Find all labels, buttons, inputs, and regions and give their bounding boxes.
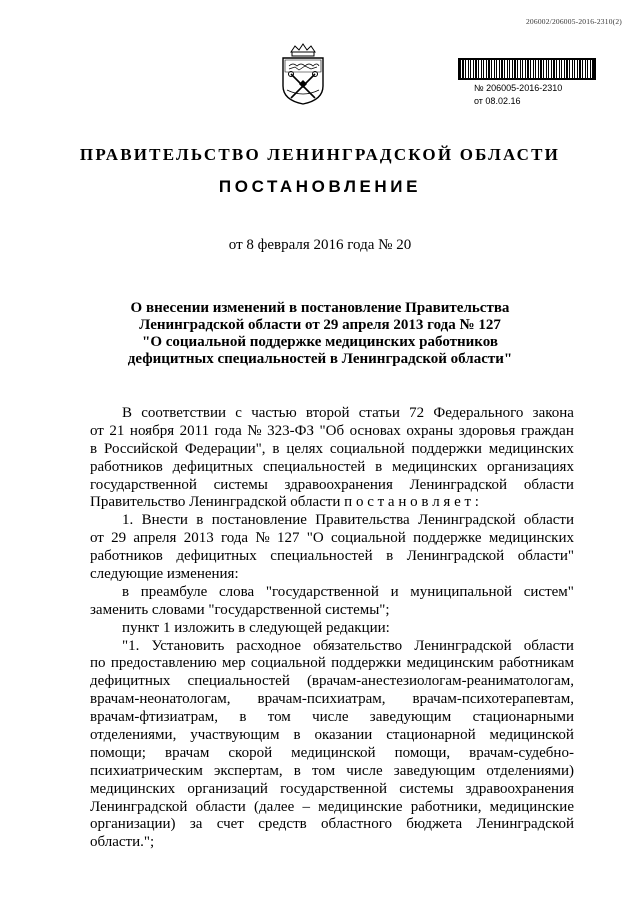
- body-line: [90, 655, 574, 673]
- word: 2011: [179, 422, 210, 439]
- word: медицинских: [488, 530, 574, 547]
- word: Установить: [151, 637, 225, 654]
- word: целях: [286, 440, 323, 457]
- word: года: [220, 530, 249, 547]
- body-line: пункт 1 изложить в следующей редакции:: [122, 619, 390, 636]
- word: медицинским: [406, 655, 494, 672]
- word: Ленинградской: [406, 548, 505, 565]
- word: врачам-неонатологам,: [90, 691, 231, 708]
- body-line: [90, 459, 574, 477]
- word: поддержки: [411, 440, 482, 457]
- title-line: Ленинградской области от 29 апреля 2013 года № 127: [139, 317, 501, 333]
- word: "государственной: [265, 583, 379, 600]
- barcode: [458, 58, 596, 80]
- body-line: области.";: [90, 834, 155, 851]
- body-line: [90, 673, 574, 691]
- word: Федерации",: [184, 440, 266, 457]
- word: специальностей: [270, 548, 373, 565]
- word: области: [523, 512, 574, 529]
- word: 29: [111, 530, 127, 547]
- coat-of-arms-icon: [281, 40, 325, 106]
- word: стационарными: [472, 709, 574, 726]
- word: 72: [409, 405, 425, 421]
- word: в: [196, 512, 204, 529]
- registration-number: № 206005-2016-2310: [474, 83, 563, 93]
- word: 2013: [183, 530, 214, 547]
- word: специальностей: [262, 458, 366, 475]
- word: "О: [306, 530, 324, 547]
- document-type: ПОСТАНОВЛЕНИЕ: [218, 177, 422, 196]
- word: года: [214, 422, 242, 439]
- word: медицинские: [318, 798, 403, 815]
- word: второй: [305, 405, 350, 421]
- word: В: [122, 405, 133, 421]
- word: врачам-психотерапевтам,: [412, 691, 574, 708]
- word: преамбуле: [140, 583, 208, 600]
- body-line: [90, 727, 574, 745]
- word: работников: [90, 548, 163, 565]
- body-line: [90, 763, 574, 781]
- word: государственной: [90, 476, 197, 493]
- government-name: ПРАВИТЕЛЬСТВО ЛЕНИНГРАДСКОЙ ОБЛАСТИ: [79, 145, 561, 164]
- word: 21: [109, 422, 125, 439]
- word: организации): [90, 816, 176, 833]
- word: №: [255, 530, 270, 547]
- word: Ленинградской: [414, 637, 512, 654]
- word: 323-ФЗ: [267, 422, 315, 439]
- word: 127: [276, 530, 300, 547]
- word: в: [239, 709, 247, 726]
- word: дефицитных: [176, 548, 257, 565]
- word: с: [235, 405, 242, 421]
- body-line: [90, 781, 574, 799]
- decree-body: [90, 405, 574, 852]
- body-line: [90, 441, 574, 459]
- title-line: дефицитных специальностей в Ленинградской области": [127, 351, 513, 367]
- word: граждан: [520, 422, 574, 439]
- word: Ленинградской: [418, 512, 516, 529]
- document-reference: 206002/206005-2016-2310(2): [525, 17, 622, 26]
- word: в: [375, 458, 383, 475]
- word: средств: [258, 816, 307, 833]
- word: муниципальной: [410, 583, 513, 600]
- body-line: Правительство Ленинградской области п о с т а н о в л я е т :: [90, 494, 479, 511]
- body-line: [90, 709, 574, 727]
- word: здоровья: [458, 422, 516, 439]
- title-line: "О социальной поддержке медицинских работников: [142, 334, 498, 350]
- word: Ленинградской: [476, 816, 574, 833]
- word: по: [90, 655, 106, 672]
- registration-date: от 08.02.16: [474, 96, 521, 106]
- word: участвующим: [190, 727, 280, 744]
- word: оказании: [314, 727, 373, 744]
- word: здравоохранения: [465, 780, 574, 797]
- word: поддержке: [413, 530, 482, 547]
- word: дефицитных: [172, 458, 254, 475]
- decree-title: [90, 300, 550, 368]
- word: системы: [399, 780, 454, 797]
- word: частью: [251, 405, 297, 421]
- word: отделениями): [486, 762, 574, 779]
- word: системы: [213, 476, 268, 493]
- word: "1.: [122, 637, 140, 654]
- word: государственной: [280, 780, 388, 797]
- word: работникам: [499, 655, 574, 672]
- word: врачам-фтизиатрам,: [90, 709, 218, 726]
- word: медицинских: [90, 780, 176, 797]
- word: предоставлению: [110, 655, 217, 672]
- word: заведующим: [393, 762, 476, 779]
- word: врачам-психиатрам,: [257, 691, 386, 708]
- word: в: [386, 548, 394, 565]
- word: в: [293, 727, 301, 744]
- word: социальной: [329, 440, 405, 457]
- word: том: [312, 762, 336, 779]
- word: медицинских: [488, 440, 574, 457]
- body-line: [90, 530, 574, 548]
- word: в: [272, 440, 280, 457]
- word: социальной: [250, 655, 326, 672]
- word: областного: [321, 816, 392, 833]
- word: обязательство: [313, 637, 403, 654]
- word: числе: [312, 709, 349, 726]
- word: медицинской: [489, 727, 574, 744]
- body-line: заменить словами "государственной системы";: [90, 601, 390, 618]
- body-line: [90, 745, 574, 763]
- word: организациях: [487, 458, 574, 475]
- body-line: [90, 691, 574, 709]
- word: работники,: [410, 798, 482, 815]
- body-line: [90, 405, 574, 423]
- body-line: [90, 799, 574, 817]
- word: поддержки: [331, 655, 402, 672]
- word: слова: [219, 583, 255, 600]
- word: врачам: [165, 744, 210, 761]
- word: стационарной: [386, 727, 476, 744]
- word: за: [189, 816, 203, 833]
- word: охраны: [406, 422, 454, 439]
- body-line: [90, 477, 574, 495]
- body-line: [90, 816, 574, 834]
- body-line: [90, 548, 574, 566]
- word: статьи: [358, 405, 400, 421]
- word: бюджета: [406, 816, 463, 833]
- word: в: [90, 440, 98, 457]
- body-line: следующие изменения:: [90, 566, 239, 583]
- word: работников: [90, 458, 163, 475]
- word: (далее: [254, 798, 295, 815]
- word: числе: [346, 762, 383, 779]
- word: Ленинградской: [409, 476, 508, 493]
- word: медицинские: [489, 798, 574, 815]
- word: Правительства: [315, 512, 410, 529]
- word: Российской: [103, 440, 178, 457]
- body-line: [90, 638, 574, 656]
- word: от: [90, 530, 104, 547]
- word: (врачам-анестезиологам-реаниматологам,: [306, 673, 574, 690]
- word: здравоохранения: [284, 476, 393, 493]
- word: счет: [216, 816, 244, 833]
- word: помощи;: [90, 744, 146, 761]
- decree-date-number: от 8 февраля 2016 года № 20: [228, 237, 412, 253]
- title-line: О внесении изменений в постановление Правительства: [130, 300, 510, 316]
- word: Федерального: [433, 405, 524, 421]
- word: Внести: [141, 512, 188, 529]
- word: в: [122, 583, 130, 600]
- word: области: [195, 798, 246, 815]
- word: организаций: [187, 780, 268, 797]
- word: №: [247, 422, 262, 439]
- word: и: [390, 583, 399, 600]
- word: постановление: [211, 512, 307, 529]
- word: социальной: [330, 530, 406, 547]
- word: психиатрическим: [90, 762, 203, 779]
- word: систем": [523, 583, 574, 600]
- body-line: [90, 423, 574, 441]
- word: "Об: [319, 422, 345, 439]
- word: врачам-судебно-: [469, 744, 574, 761]
- word: ноября: [129, 422, 175, 439]
- word: Ленинградской: [90, 798, 188, 815]
- word: мер: [221, 655, 246, 672]
- word: скорой: [228, 744, 273, 761]
- word: дефицитных: [90, 673, 171, 690]
- word: 1.: [122, 512, 134, 529]
- word: области: [523, 476, 574, 493]
- body-line: [90, 584, 574, 602]
- word: от: [90, 422, 104, 439]
- word: расходное: [236, 637, 302, 654]
- word: экспертам,: [213, 762, 283, 779]
- body-line: [90, 512, 574, 530]
- word: том: [267, 709, 291, 726]
- word: соответствии: [141, 405, 227, 421]
- word: –: [302, 798, 310, 815]
- word: заведующим: [369, 709, 452, 726]
- word: области: [523, 637, 574, 654]
- word: специальностей: [187, 673, 290, 690]
- word: помощи,: [394, 744, 451, 761]
- word: медицинской: [291, 744, 376, 761]
- word: отделениями,: [90, 727, 177, 744]
- word: основах: [349, 422, 401, 439]
- word: апреля: [133, 530, 177, 547]
- word: закона: [532, 405, 574, 421]
- word: медицинских: [392, 458, 478, 475]
- word: области": [517, 548, 574, 565]
- word: в: [293, 762, 301, 779]
